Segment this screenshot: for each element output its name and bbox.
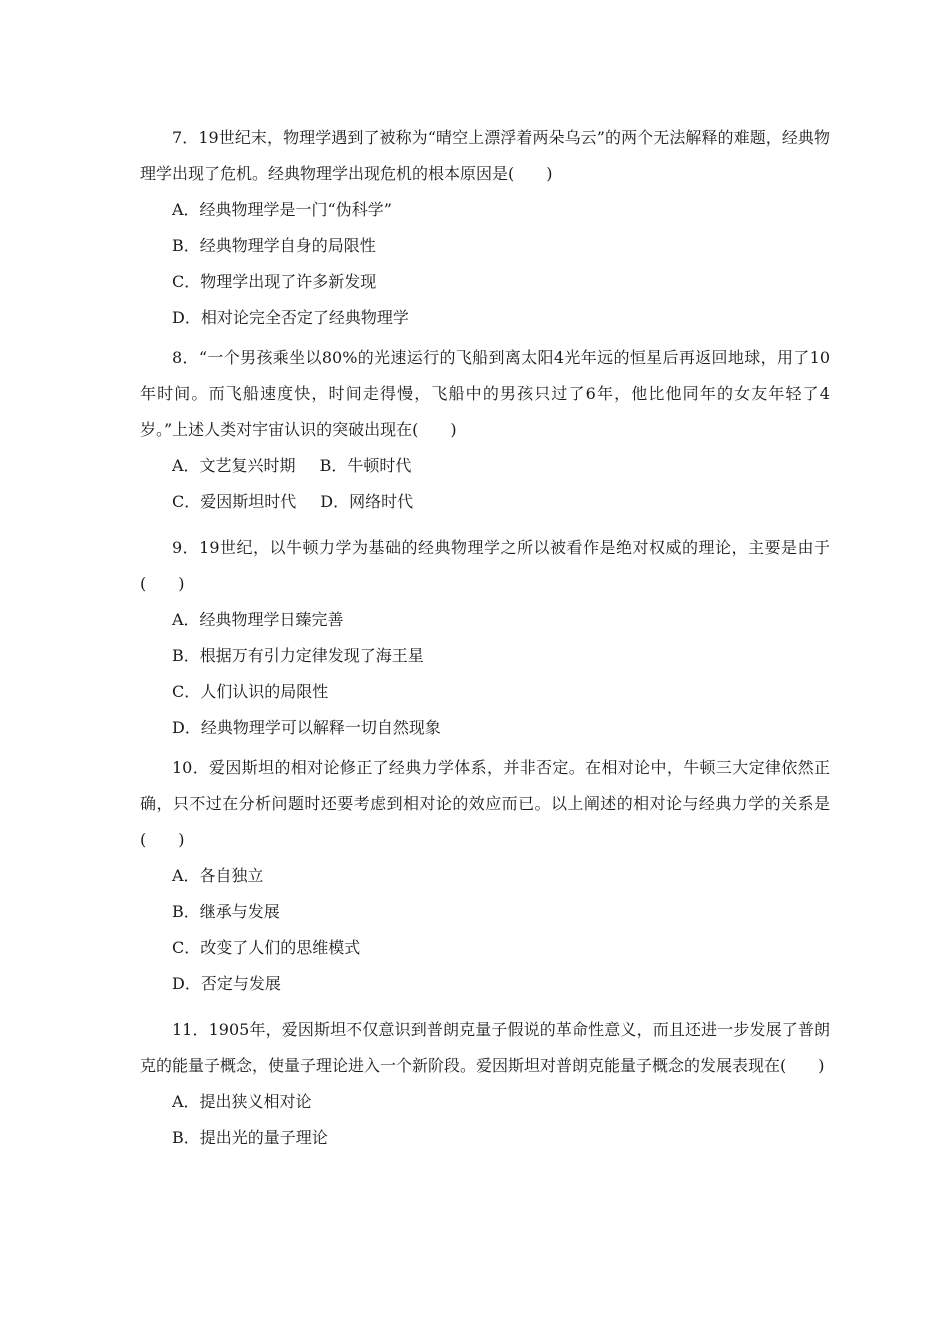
option-row-cd bbox=[140, 484, 830, 520]
option-a: A．文艺复兴时期 bbox=[172, 456, 296, 475]
question-11 bbox=[140, 1012, 830, 1156]
option-b: B．经典物理学自身的局限性 bbox=[172, 236, 376, 255]
question-stem: 10．爱因斯坦的相对论修正了经典力学体系，并非否定。在相对论中，牛顿三大定律依然正确，只不过在分析问题时还要考虑到相对论的效应而已。以上阐述的相对论与经典力学的关系是( ) bbox=[140, 758, 830, 849]
option-c: C．改变了人们的思维模式 bbox=[172, 938, 361, 957]
option-b: B．提出光的量子理论 bbox=[172, 1128, 328, 1147]
option-d: D．网络时代 bbox=[320, 492, 414, 511]
option-c: C．物理学出现了许多新发现 bbox=[172, 272, 377, 291]
option-d: D．相对论完全否定了经典物理学 bbox=[172, 308, 409, 327]
option-a: A．经典物理学日臻完善 bbox=[172, 610, 344, 629]
option-a: A．各自独立 bbox=[172, 866, 264, 885]
option-a: A．提出狭义相对论 bbox=[172, 1092, 312, 1111]
option-d: D．经典物理学可以解释一切自然现象 bbox=[172, 718, 441, 737]
option-row-ab bbox=[140, 448, 830, 484]
option-a: A．经典物理学是一门“伪科学” bbox=[172, 200, 392, 219]
question-8 bbox=[140, 340, 830, 520]
question-stem: 9．19世纪，以牛顿力学为基础的经典物理学之所以被看作是绝对权威的理论，主要是由于( ) bbox=[140, 538, 830, 593]
question-stem: 7．19世纪末，物理学遇到了被称为“晴空上漂浮着两朵乌云”的两个无法解释的难题，经典物理学出现了危机。经典物理学出现危机的根本原因是( ) bbox=[140, 128, 830, 183]
option-b: B．牛顿时代 bbox=[319, 456, 412, 475]
question-9 bbox=[140, 530, 830, 746]
option-b: B．根据万有引力定律发现了海王星 bbox=[172, 646, 424, 665]
question-10 bbox=[140, 750, 830, 1002]
question-stem: 8．“一个男孩乘坐以80%的光速运行的飞船到离太阳4光年远的恒星后再返回地球，用了10年时间。而飞船速度快，时间走得慢，飞船中的男孩只过了6年，他比他同年的女友年轻了4岁。”上述人类对宇宙认识的突破出现在( ) bbox=[140, 348, 830, 439]
option-c: C．爱因斯坦时代 bbox=[172, 492, 297, 511]
option-d: D．否定与发展 bbox=[172, 974, 281, 993]
question-7 bbox=[140, 120, 830, 336]
option-b: B．继承与发展 bbox=[172, 902, 280, 921]
question-stem: 11．1905年，爱因斯坦不仅意识到普朗克量子假说的革命性意义，而且还进一步发展了普朗克的能量子概念，使量子理论进入一个新阶段。爱因斯坦对普朗克能量子概念的发展表现在( ) bbox=[140, 1020, 830, 1075]
option-c: C．人们认识的局限性 bbox=[172, 682, 329, 701]
